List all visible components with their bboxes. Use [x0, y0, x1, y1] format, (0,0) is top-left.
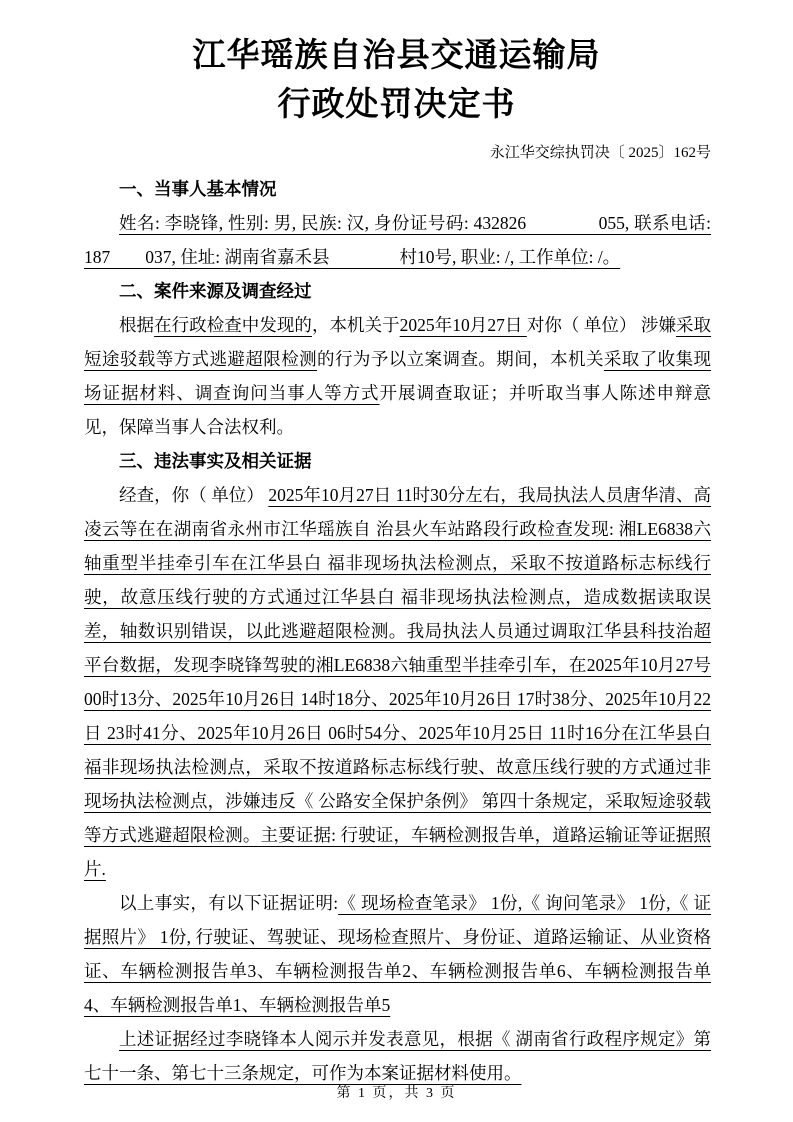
paragraph: [84, 1022, 711, 1090]
underlined-text-segment: 2025年10月27日 11时30分左右，我局执法人员唐华清、高凌云等在在湖南省永州市江华瑶族自 治县火车站路段行政检查发现: 湘LE6838六轴重型半挂牵引车在江华县白 福非现场执法检测点，采取不按道路标志标线行驶，故意压线行驶的方式通过江华县白 福非现场执法检测点，造成数据读取误差，轴数识别错误，以此逃避超限检测。我局执法人员通过调取江华县科技治超平台数据，发现李晓锋驾驶的湘LE6838六轴重型半挂牵引车，在2025年10月27号00时13分、2025年10月26日 14时18分、2025年10月26日 17时38分、2025年10月22日 23时41分、2025年10月26日 06时54分、2025年10月25日 11时16分在江华县白 福非现场执法检测点，采取不按道路标志标线行驶、故意压线行驶的方式通过非现场执法检测点，涉嫌违反《 公路安全保护条例》 第四十条规定，采取短途驳载等方式逃避超限检测。主要证据: 行驶证，车辆检测报告单，道路运输证等证据照片.: [84, 485, 711, 879]
text-segment: ，本机关于: [311, 315, 400, 335]
underlined-text-segment: 2025年10月27日: [399, 315, 527, 335]
underlined-text-segment: 《 现场检查笔录》 1份,《 询问笔录》 1份,《 证据照片》 1份, 行驶证、驾驶证、现场检查照片、身份证、道路运输证、从业资格证、车辆检测报告单3、车辆检测报告单2、车辆检测报告单6、车辆检测报告单4、车辆检测报告单1、车辆检测报告单5: [84, 893, 711, 1015]
section-heading: 三、违法事实及相关证据: [119, 451, 312, 471]
document-title-line1: 江华瑶族自治县交通运输局: [192, 38, 601, 74]
page-footer: 第 1 页，共 3 页: [336, 1086, 457, 1101]
underlined-text-segment: 在行政检查中发现的: [154, 315, 312, 335]
document-number: 永江华交综执罚决〔 2025〕162号: [489, 145, 711, 161]
section-heading: 一、当事人基本情况: [119, 179, 277, 199]
text-segment: 对你（ 单位） 涉嫌: [526, 315, 676, 335]
paragraph: [84, 308, 711, 444]
document-body: [84, 172, 711, 1090]
text-segment: 的行为予以立案调查。期间，本机关: [317, 349, 604, 369]
underlined-text-segment: 采取了收集现场证据材料、调查询问当事人等方式: [84, 349, 712, 403]
paragraph: [84, 206, 711, 274]
text-segment: 根据: [119, 315, 155, 335]
underlined-text-segment: 上述证据经过李晓锋本人阅示并发表意见，根据《 湖南省行政程序规定》第七十一条、第七十三条规定，可作为本案证据材料使用。: [84, 1029, 711, 1083]
text-segment: 经查，你（ 单位）: [119, 485, 269, 505]
paragraph: [84, 478, 711, 886]
text-segment: 开展调查取证；并听取当事人陈述申辩意见，保障当事人合法权利。: [84, 383, 711, 437]
document-title-line2: 行政处罚决定书: [277, 87, 516, 123]
section-heading: 二、案件来源及调查经过: [119, 281, 312, 301]
text-segment: 以上事实，有以下证据证明:: [119, 893, 339, 913]
paragraph: [84, 886, 711, 1022]
underlined-text-segment: 采取短途驳载等方式逃避超限检测: [84, 315, 712, 369]
underlined-text-segment: 姓名: 李晓锋, 性别: 男, 民族: 汉, 身份证号码: 432826 055, 联系电话: 187 037, 住址: 湖南省嘉禾县 村10号, 职业: /, 工作单位: /。: [84, 213, 711, 267]
